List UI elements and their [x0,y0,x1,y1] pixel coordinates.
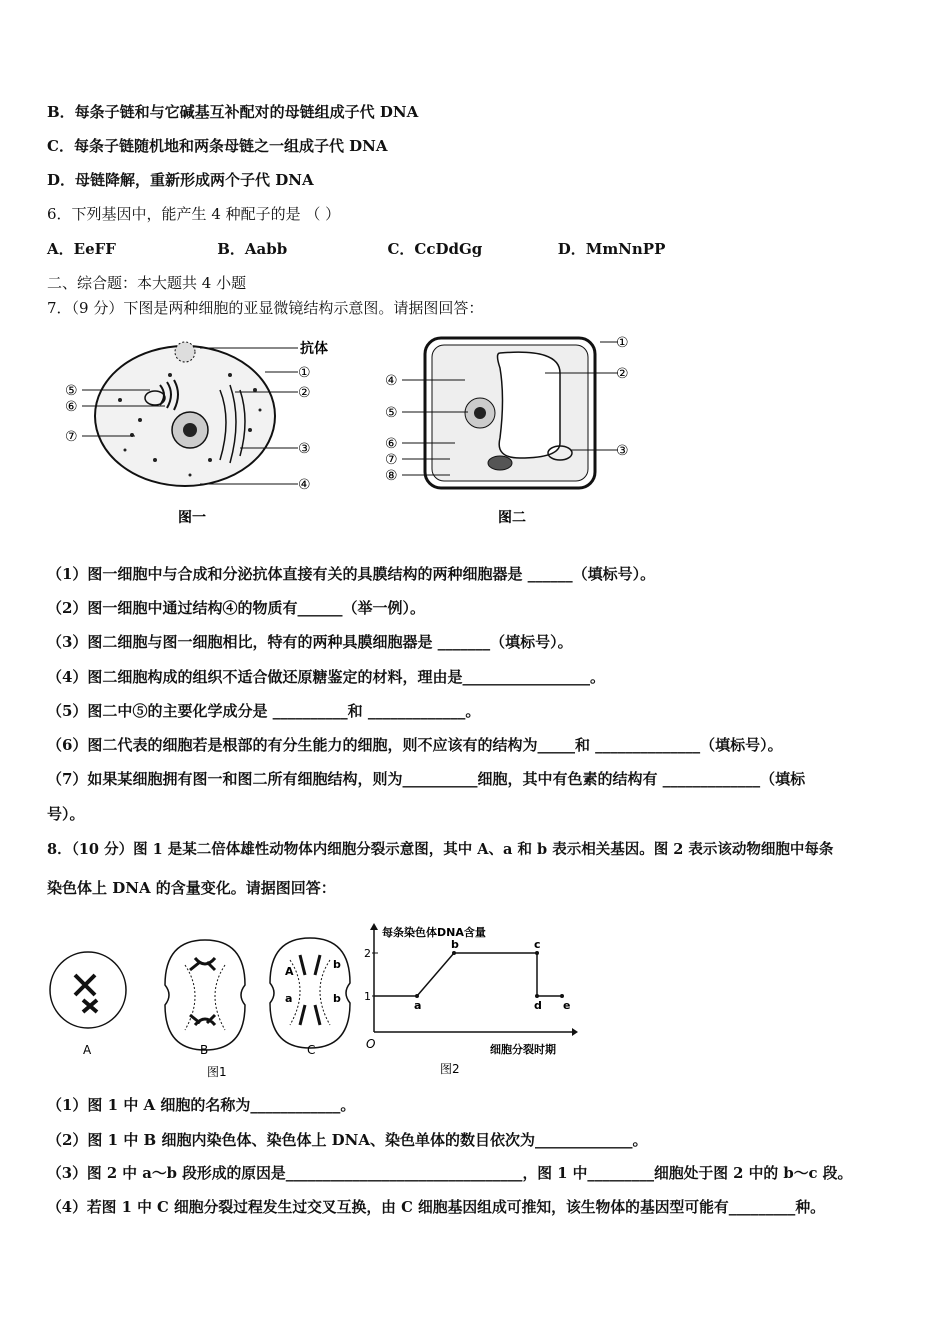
chart-origin: O [366,1037,376,1051]
fig2-marker-7: ⑦ [385,452,398,468]
q6-option-a: A．EeFF [47,240,116,258]
chart-point-b [452,951,456,955]
q8-stem-line-1: 8．（10 分）图 1 是某二倍体雄性动物体内细胞分裂示意图，其中 A、a 和 b 表示相关基因。图 2 表示该动物细胞中每条 [47,841,834,858]
marker-4: ④ [298,477,311,493]
chart-point-label-b: b [451,938,459,951]
q7-sub-7: （7）如果某细胞拥有图一和图二所有细胞结构，则为__________细胞，其中有色素的结构有 _____________（填标 [47,770,806,788]
marker-3: ③ [298,441,311,457]
gene-b-top: b [333,958,341,971]
q7-sub-7-cont: 号）。 [47,805,85,823]
q6-option-b: B．Aabb [217,240,288,258]
chart-point-label-a: a [414,999,422,1012]
gene-b-bottom: b [333,992,341,1005]
q6-stem-text: 6．下列基因中，能产生 4 种配子的是 （ ） [47,205,341,223]
chart-series-line [374,953,537,996]
q8-sub-2: （2）图 1 中 B 细胞内染色体、染色体上 DNA、染色单体的数目依次为_____________。 [47,1131,648,1149]
figure-1-caption: 图一 [178,510,206,526]
label-antibody: 抗体 [300,341,328,357]
chart-ytick-1: 1 [364,990,371,1003]
q5-option-c: C．每条子链随机地和两条母链之一组成子代 DNA [47,137,388,155]
q7-sub-5: （5）图二中⑤的主要化学成分是 __________和 _____________。 [47,702,481,720]
marker-6: ⑥ [65,399,78,415]
q7-sub-6: （6）图二代表的细胞若是根部的有分生能力的细胞，则不应该有的结构为_____和 ______________（填标号）。 [47,736,783,754]
chart-point-d [535,994,539,998]
fig2-marker-6: ⑥ [385,436,398,452]
fig2-marker-3: ③ [616,443,629,459]
q5-option-b: B．每条子链和与它碱基互补配对的母链组成子代 DNA [47,103,419,121]
chart-x-arrow [572,1028,578,1036]
fig1-caption: 图1 [207,1065,227,1079]
q7-sub-2: （2）图一细胞中通过结构④的物质有______（举一例）。 [47,599,425,617]
gene-a: a [285,992,293,1005]
chart-xlabel: 细胞分裂时期 [490,1043,556,1056]
chart-point-a [415,994,419,998]
fig2-marker-8: ⑧ [385,468,398,484]
q6-option-c: C．CcDdGg [387,240,483,258]
q8-sub-4: （4）若图 1 中 C 细胞分裂过程发生过交叉互换，由 C 细胞基因组成可推知，该生物体的基因型可能有_________种。 [47,1199,825,1216]
q7-figure-1 [60,330,350,530]
q7-stem: 7．（9 分）下图是两种细胞的亚显微镜结构示意图。请据图回答： [47,299,484,317]
nucleolus-2 [474,407,486,419]
q6-stem [47,204,340,224]
chart-y-arrow [370,923,378,930]
chart-point-e [560,994,564,998]
chart-point-label-c: c [534,938,541,951]
q8-sub-1: （1）图 1 中 A 细胞的名称为____________。 [47,1096,356,1114]
nucleolus [183,423,197,437]
chart-caption: 图2 [440,1062,460,1076]
chart-plot [372,938,570,1012]
marker-2: ② [298,385,311,401]
marker-5: ⑤ [65,383,78,399]
q6-option-d: D．MmNnPP [557,240,666,258]
q5-option-d: D．母链降解，重新形成两个子代 DNA [47,171,314,189]
cell-B [165,940,245,1050]
q8-stem-line-2: 染色体上 DNA 的含量变化。请据图回答： [47,879,336,897]
q8-figure-2-chart [362,920,592,1080]
fig1-label-C: C [307,1043,316,1057]
fig1-label-B: B [200,1043,209,1057]
vacuole [498,352,561,458]
fig2-marker-4: ④ [385,373,398,389]
chart-point-label-e: e [563,999,571,1012]
chart-ytick-2: 2 [364,947,371,960]
chart-title: 每条染色体DNA含量 [382,926,486,939]
fig2-marker-5: ⑤ [385,405,398,421]
fig2-marker-1: ① [616,335,629,351]
gene-A: A [285,965,294,978]
marker-1: ① [298,365,311,381]
section-heading: 二、综合题：本大题共 4 小题 [47,274,247,292]
q8-figure-1 [45,930,365,1080]
q7-sub-3: （3）图二细胞与图一细胞相比，特有的两种具膜细胞器是 _______（填标号）。 [47,633,573,651]
q8-sub-3: （3）图 2 中 a～b 段形成的原因是________________________________，图 1 中_________细胞处于图 2 中的 b～c 段。 [47,1165,853,1182]
marker-7: ⑦ [65,429,78,445]
q7-figure-2 [380,328,660,528]
chart-point-label-d: d [534,999,542,1012]
q7-sub-4: （4）图二细胞构成的组织不适合做还原糖鉴定的材料，理由是_________________。 [47,668,605,686]
q7-sub-1: （1）图一细胞中与合成和分泌抗体直接有关的具膜结构的两种细胞器是 ______（填标号）。 [47,565,656,583]
figure-2-caption: 图二 [498,510,526,526]
chart-point-c [535,951,539,955]
chloroplast [488,456,512,470]
fig1-label-A: A [83,1043,92,1057]
vesicle-antibody [175,342,195,362]
q6-options [47,239,665,259]
fig2-marker-2: ② [616,366,629,382]
